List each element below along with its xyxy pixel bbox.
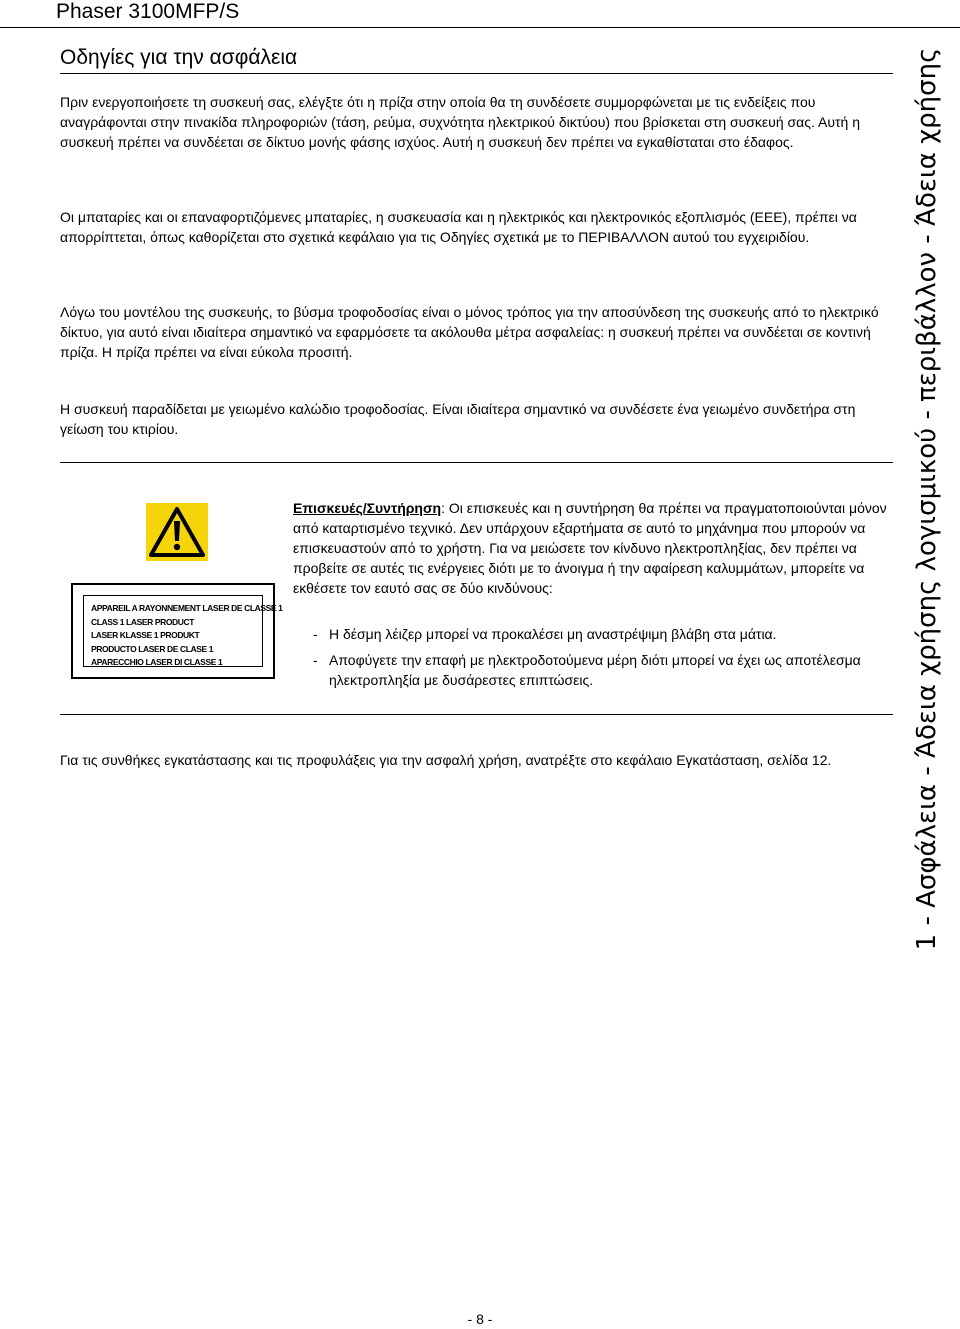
header-rule xyxy=(0,27,960,28)
paragraph-installation-ref: Για τις συνθήκες εγκατάστασης και τις προφυλάξεις για την ασφαλή χρήση, ανατρέξτε στο κεφάλαιο Εγκατάσταση, σελίδα 12. xyxy=(60,752,832,768)
warning-triangle-icon xyxy=(146,503,208,561)
risk-list xyxy=(313,624,883,696)
laser-label-line: LASER KLASSE 1 PRODUKT xyxy=(91,630,200,641)
service-heading: Επισκευές/Συντήρηση xyxy=(293,500,442,516)
separator-bottom xyxy=(60,714,893,715)
header-title: Phaser 3100MFP/S xyxy=(56,0,240,23)
service-text: : Οι επισκευές και η συντήρηση θα πρέπει να πραγματοποιούνται μόνον από καταρτισμένο τεχνικό. Δεν υπάρχουν εξαρτήματα σε αυτό το μηχάνημα που μπορούν να επισκευαστούν από το χρήστη. Για να μειώσετε τον κίνδυνο ηλεκτροπληξίας, δεν πρέπει να προβείτε σε αυτές τις ενέργειες διότι με το άνοιγμα ή την αφαίρεση καλυμμάτων, μπορείτε να εκθέσετε τον εαυτό σας σε δύο κινδύνους: xyxy=(293,500,887,596)
laser-label-line: APARECCHIO LASER DI CLASSE 1 xyxy=(91,657,223,668)
laser-label-line: CLASS 1 LASER PRODUCT xyxy=(91,616,195,627)
separator-top xyxy=(60,462,893,463)
service-paragraph xyxy=(293,498,893,598)
risk-text: Η δέσμη λέιζερ μπορεί να προκαλέσει μη αναστρέψιμη βλάβη στα μάτια. xyxy=(329,626,777,642)
section-title: Οδηγίες για την ασφάλεια xyxy=(60,46,298,69)
page-number: - 8 - xyxy=(467,1311,493,1327)
chapter-sidebar xyxy=(898,40,956,958)
paragraph-power-plug: Λόγω του μοντέλου της συσκευής, το βύσμα τροφοδοσίας είναι ο μόνος τρόπος για την αποσύνδεση της συσκευής από το ηλεκτρικό δίκτυο, για αυτό είναι ιδιαίτερα σημαντικό να εφαρμόσετε τα ακόλουθα μέτρα ασφαλείας: η συσκευή πρέπει να συνδέεται σε κοντινή πρίζα. Η πρίζα πρέπει να είναι εύκολα προσιτή. xyxy=(60,304,879,360)
list-item xyxy=(313,650,883,690)
list-dash: - xyxy=(313,652,318,668)
chapter-sidebar-text: 1 - Ασφάλεια - Άδεια χρήσης λογισμικού - περιβάλλον - Άδεια χρήσης xyxy=(912,47,942,951)
risk-text: Αποφύγετε την επαφή με ηλεκτροδοτούμενα μέρη διότι μπορεί να έχει ως αποτέλεσμα ηλεκτροπληξία με δυσάρεστες επιπτώσεις. xyxy=(329,652,861,688)
list-item xyxy=(313,624,883,644)
laser-label-line: APPAREIL A RAYONNEMENT LASER DE CLASSE 1 xyxy=(91,603,283,613)
section-title-rule xyxy=(60,73,893,74)
laser-label-line: PRODUCTO LASER DE CLASE 1 xyxy=(91,643,214,654)
paragraph-grounding: Η συσκευή παραδίδεται με γειωμένο καλώδιο τροφοδοσίας. Είναι ιδιαίτερα σημαντικό να συνδέσετε ένα γειωμένο συνδετήρα στη γείωση του κτιρίου. xyxy=(60,401,856,437)
paragraph-battery-disposal: Οι μπαταρίες και οι επαναφορτιζόμενες μπαταρίες, η συσκευασία και η ηλεκτρικός και ηλεκτρονικός εξοπλισμός (ΕΕΕ), πρέπει να απορρίπτεται, όπως καθορίζεται στο σχετικά κεφάλαιο για τις Οδηγίες σχετικά με το ΠΕΡΙΒΑΛΛΟΝ αυτού του εγχειριδίου. xyxy=(60,209,857,245)
service-block xyxy=(293,498,893,598)
laser-class-label xyxy=(71,583,283,679)
list-dash: - xyxy=(313,626,318,642)
laser-class-label-frame xyxy=(83,595,283,668)
paragraph-power-check: Πριν ενεργοποιήσετε τη συσκευή σας, ελέγξτε ότι η πρίζα στην οποία θα τη συνδέσετε συμμορφώνεται με τις ενδείξεις που αναγράφονται στην πινακίδα πληροφοριών (τάση, ρεύμα, συχνότητα ηλεκτρικού δικτύου) που βρίσκεται στη συσκευή σας. Αυτή η συσκευή πρέπει να συνδέεται σε δίκτυο μονής φάσης ισχύος. Αυτή η συσκευή δεν πρέπει να εγκαθίσταται στο έδαφος. xyxy=(60,94,860,150)
